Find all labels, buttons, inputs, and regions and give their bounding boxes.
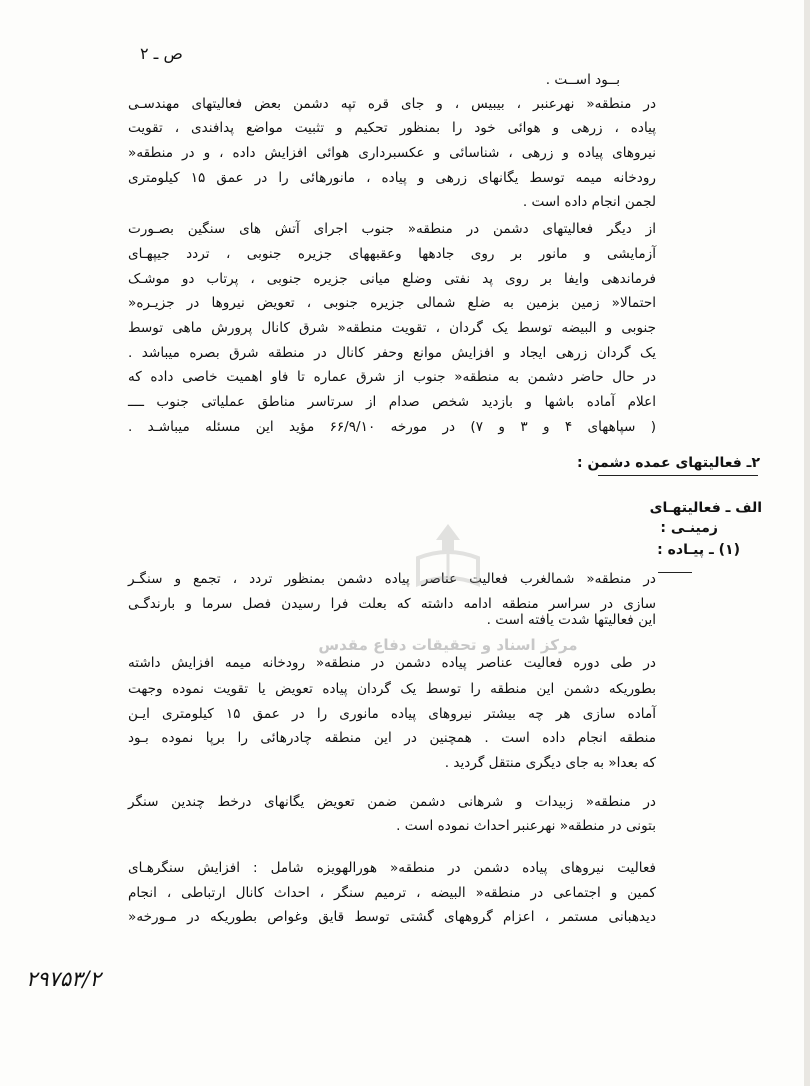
text-line: که بعدا« به جای دیگری منتقل گردید . (444, 755, 656, 771)
text-line: بــود اســت . (545, 72, 620, 88)
text-line: آزمایشی و مانور بر روی جادهها وعقبههای جزیره جنوبی ، تردد جیپهـای (128, 246, 656, 262)
subheading-a-ground: زمینـی : (660, 520, 718, 536)
text-line: در حال حاضر دشمن به منطقه« جنوب از شرق عماره تا فاو اهمیت خاصی داده که (128, 369, 656, 385)
text-line: در منطقه« شمالغرب فعالیت عناصر پیاده دشمن بمنظور تردد ، تجمع و سنگـر (128, 571, 656, 587)
text-line: از دیگر فعالیتهای دشمن در منطقه« جنوب اجرای آتش های سنگین بصـورت (128, 221, 656, 237)
subheading-a: الف ـ فعالیتهـای (649, 500, 762, 516)
text-line: لجمن انجام داده است . (522, 194, 656, 210)
text-line: فرماندهی وایفا بر روی پد نفتی وضلع میانی جزیره جنوبی ، پرتاب دو موشـک (128, 271, 656, 287)
text-line: دیدهبانی مستمر ، اعزام گروههای گشتی توسط قایق وغواص بطوریکه در مـورخه« (128, 909, 656, 925)
text-line: در منطقه« نهرعنبر ، بیبیس ، و جای قره تپه دشمن بعض فعالیتهای مهندسـی (128, 96, 656, 112)
text-line: فعالیت نیروهای پیاده دشمن در منطقه« هورالهویزه شامل : افزایش سنگرهـای (128, 860, 656, 876)
text-line: اعلام آماده باشها و بازدید شخص صدام از سرتاسر مناطق عملیاتی جنوب ــــ (128, 394, 656, 410)
text-line: پیاده ، زرهی و هوائی خود را بمنظور تحکیم و تثبیت مواضع پدافندی ، تقویت (128, 120, 656, 136)
text-line: یک گردان زرهی ایجاد و افزایش موانع وحفر کانال در منطقه شرق بصره میباشد . (128, 345, 656, 361)
heading-underline (598, 475, 758, 476)
text-line: آماده سازی هر چه بیشتر نیروهای پیاده مانوری را در عمق ۱۵ کیلومتری ایـن (128, 706, 656, 722)
text-line: منطقه انجام داده است . همچنین در این منطقه چادرهائی را برپا نموده بـود (128, 730, 656, 746)
text-line: کمین و اجتماعی در منطقه« البیضه ، ترمیم سنگر ، احداث کانال ارتباطی ، انجام (128, 885, 656, 901)
watermark-text: مرکز اسناد و تحقیقات دفاع مقدس (318, 636, 578, 654)
section-heading: ۲ـ فعالیتهای عمده دشمن : (576, 455, 760, 471)
page-number: ص ـ ۲ (140, 44, 183, 63)
text-line: نیروهای پیاده و زرهی ، شناسائی و عکسبرداری هوائی افزایش داده ، و در منطقه« (128, 145, 656, 161)
text-line: احتمالا« زمین بزمین به ضلع شمالی جزیره جنوبی ، تعویض نیروها در جزیـره« (128, 295, 656, 311)
document-number: ۲۹۷۵۳/۲ (26, 967, 101, 991)
text-line: بطوریکه دشمن این منطقه را توسط یک گردان پیاده تعویض یا تقویت نموده وجهت (128, 681, 656, 697)
scan-edge (804, 0, 810, 1086)
subheading-infantry: (۱) ـ پیـاده : (657, 542, 740, 558)
text-line: در منطقه« زبیدات و شرهانی دشمن ضمن تعویض یگانهای درخط چندین سنگر (128, 794, 656, 810)
text-line: جنوبی و البیضه توسط یک گردان ، تقویت منطقه« شرق کانال پرورش ماهی توسط (128, 320, 656, 336)
text-line: ( سپاههای ۴ و ۳ و ۷) در مورخه ۶۶/۹/۱۰ مؤید این مسئله میباشـد . (128, 419, 657, 435)
text-line: این فعالیتها شدت یافته است . (486, 612, 656, 628)
text-line: سازی در سراسر منطقه ادامه داشته که بعلت فرا رسیدن فصل سرما و بارندگـی (128, 596, 656, 612)
subheading-underline (658, 572, 692, 573)
text-line: رودخانه میمه توسط یگانهای زرهی و پیاده ، مانورهائی را در عمق ۱۵ کیلومتری (128, 170, 656, 186)
text-line: در طی دوره فعالیت عناصر پیاده دشمن در منطقه« رودخانه میمه افزایش داشته (128, 655, 656, 671)
text-line: بتونی در منطقه« نهرعنبر احداث نموده است . (396, 818, 656, 834)
